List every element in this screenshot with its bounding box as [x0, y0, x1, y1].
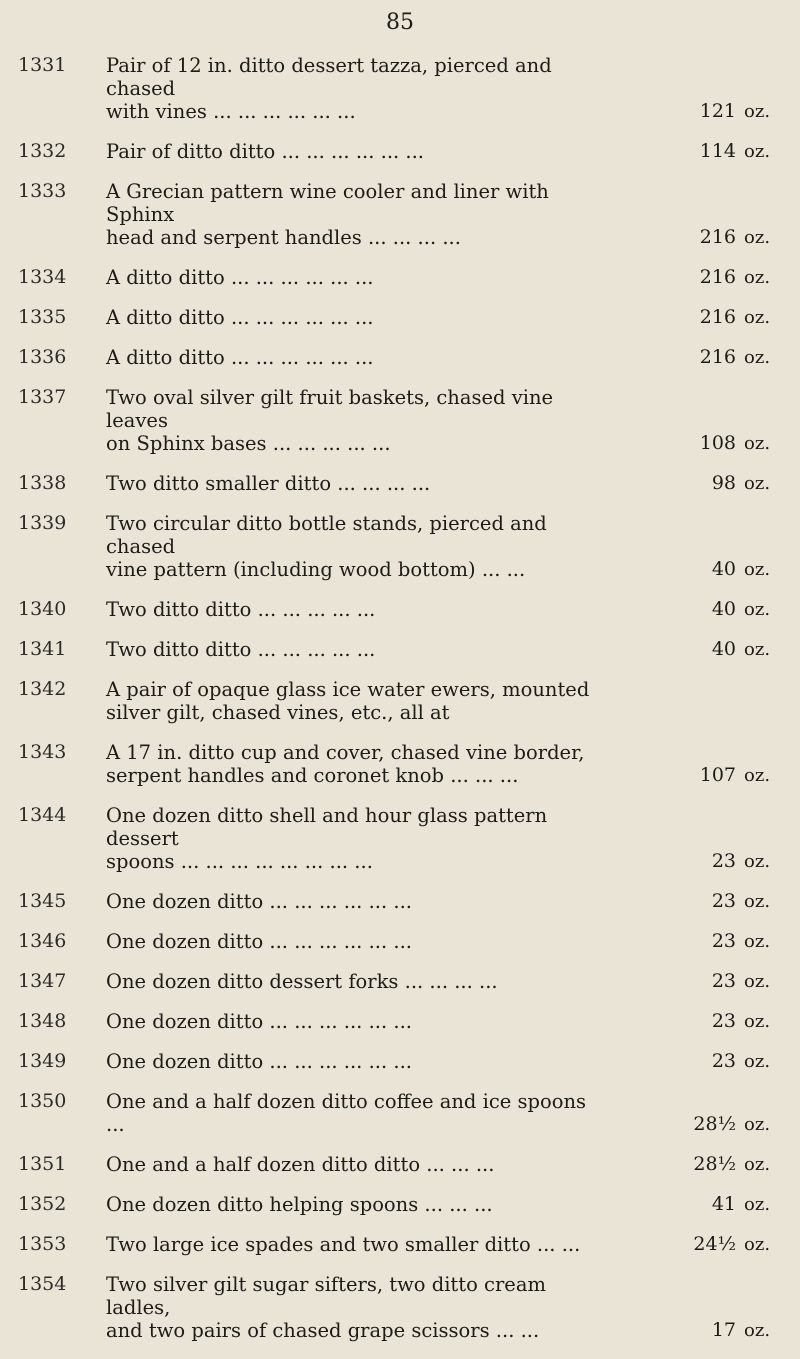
lot-weight: 23: [711, 890, 736, 912]
page-number: 85: [386, 10, 414, 35]
lot-number: 1336: [18, 346, 67, 368]
lot-weight-unit: oz.: [744, 227, 771, 248]
lot-entry: [0, 386, 800, 455]
lot-weight-unit: oz.: [744, 851, 771, 872]
lot-weight-unit: oz.: [744, 1154, 771, 1175]
lot-weight-unit: oz.: [744, 765, 771, 786]
lot-entry: [0, 266, 800, 289]
lot-entry: [0, 741, 800, 787]
lot-entry: [0, 54, 800, 123]
lot-weight-unit: oz.: [744, 1011, 771, 1032]
lot-weight: 28½: [693, 1113, 736, 1135]
lot-description: A 17 in. ditto cup and cover, chased vine border, serpent handles and coronet knob ... ... ...: [106, 741, 585, 787]
lot-weight: 216: [699, 226, 736, 248]
lot-weight-unit: oz.: [744, 639, 771, 660]
lot-number: 1340: [18, 598, 67, 620]
lot-number: 1346: [18, 930, 67, 952]
lot-entry: [0, 970, 800, 993]
lot-weight: 40: [711, 558, 736, 580]
lot-entry: [0, 1193, 800, 1216]
lot-number: 1341: [18, 638, 67, 660]
lot-weight-unit: oz.: [744, 101, 771, 122]
lot-weight: 98: [711, 472, 736, 494]
lot-weight: 107: [699, 764, 736, 786]
lot-description: A ditto ditto ... ... ... ... ... ...: [106, 306, 374, 329]
lot-weight: 108: [699, 432, 736, 454]
lot-weight-unit: oz.: [744, 433, 771, 454]
lot-number: 1344: [18, 804, 67, 826]
lot-number: 1349: [18, 1050, 67, 1072]
lot-weight: 121: [699, 100, 736, 122]
lot-entry: [0, 638, 800, 661]
lot-entry: [0, 472, 800, 495]
lot-number: 1350: [18, 1090, 67, 1112]
lot-description: One dozen ditto shell and hour glass pattern dessert spoons ... ... ... ... ... ... ... ...: [106, 804, 548, 873]
lot-weight-unit: oz.: [744, 559, 771, 580]
lot-entry: [0, 1153, 800, 1176]
lot-number: 1347: [18, 970, 67, 992]
lot-number: 1331: [18, 54, 67, 76]
lot-entry: [0, 140, 800, 163]
lot-entry: [0, 598, 800, 621]
lot-number: 1335: [18, 306, 67, 328]
lot-description: Pair of ditto ditto ... ... ... ... ... ...: [106, 140, 425, 163]
lot-weight-unit: oz.: [744, 307, 771, 328]
lot-number: 1338: [18, 472, 67, 494]
lot-description: One dozen ditto dessert forks ... ... ... ...: [106, 970, 498, 993]
lot-description: A ditto ditto ... ... ... ... ... ...: [106, 266, 374, 289]
lot-description: A Grecian pattern wine cooler and liner with Sphinx head and serpent handles ... ... ... ...: [106, 180, 549, 249]
lot-entry: [0, 1273, 800, 1342]
lot-number: 1353: [18, 1233, 67, 1255]
lot-description: One dozen ditto ... ... ... ... ... ...: [106, 1050, 412, 1073]
lot-entry: [0, 180, 800, 249]
lot-weight-unit: oz.: [744, 971, 771, 992]
lot-description: Two circular ditto bottle stands, pierced and chased vine pattern (including wood bottom) ... ...: [106, 512, 547, 581]
lot-weight: 23: [711, 930, 736, 952]
lot-number: 1345: [18, 890, 67, 912]
lot-entry: [0, 1050, 800, 1073]
lot-weight: 23: [711, 1010, 736, 1032]
lot-number: 1333: [18, 180, 67, 202]
lot-weight: 24½: [693, 1233, 736, 1255]
lot-weight: 40: [711, 598, 736, 620]
lot-description: One and a half dozen ditto ditto ... ... ...: [106, 1153, 495, 1176]
lot-entry: [0, 1233, 800, 1256]
lot-number: 1343: [18, 741, 67, 763]
lot-description: A pair of opaque glass ice water ewers, mounted silver gilt, chased vines, etc., all at: [106, 678, 590, 724]
lot-description: One dozen ditto ... ... ... ... ... ...: [106, 1010, 412, 1033]
lot-number: 1332: [18, 140, 67, 162]
lot-weight: 23: [711, 1050, 736, 1072]
lot-number: 1348: [18, 1010, 67, 1032]
lot-description: Two oval silver gilt fruit baskets, chased vine leaves on Sphinx bases ... ... ... ... ...: [106, 386, 554, 455]
lot-weight: 23: [711, 850, 736, 872]
lot-weight: 41: [711, 1193, 736, 1215]
lot-number: 1337: [18, 386, 67, 408]
lot-description: Two ditto ditto ... ... ... ... ...: [106, 638, 376, 661]
lot-entry: [0, 306, 800, 329]
lot-number: 1339: [18, 512, 67, 534]
lot-weight-unit: oz.: [744, 1051, 771, 1072]
lot-weight-unit: oz.: [744, 267, 771, 288]
lot-number: 1334: [18, 266, 67, 288]
lot-number: 1351: [18, 1153, 67, 1175]
lot-weight-unit: oz.: [744, 473, 771, 494]
lot-description: A ditto ditto ... ... ... ... ... ...: [106, 346, 374, 369]
lot-weight-unit: oz.: [744, 1320, 771, 1341]
lot-description: Two ditto smaller ditto ... ... ... ...: [106, 472, 431, 495]
lot-weight: 216: [699, 306, 736, 328]
lot-entry: [0, 346, 800, 369]
lot-entry: [0, 890, 800, 913]
lot-weight-unit: oz.: [744, 347, 771, 368]
lot-description: Two ditto ditto ... ... ... ... ...: [106, 598, 376, 621]
lot-entry: [0, 512, 800, 581]
lot-entry: [0, 678, 800, 724]
catalogue-list: [0, 54, 800, 1359]
lot-description: One dozen ditto ... ... ... ... ... ...: [106, 930, 412, 953]
lot-weight-unit: oz.: [744, 891, 771, 912]
lot-weight: 23: [711, 970, 736, 992]
lot-description: Two large ice spades and two smaller ditto ... ...: [106, 1233, 581, 1256]
lot-entry: [0, 1090, 800, 1136]
lot-weight-unit: oz.: [744, 599, 771, 620]
lot-description: One dozen ditto ... ... ... ... ... ...: [106, 890, 412, 913]
lot-entry: [0, 930, 800, 953]
lot-weight: 40: [711, 638, 736, 660]
lot-weight: 216: [699, 346, 736, 368]
lot-weight-unit: oz.: [744, 1234, 771, 1255]
lot-description: One and a half dozen ditto coffee and ice spoons ...: [106, 1090, 587, 1136]
lot-number: 1354: [18, 1273, 67, 1295]
lot-entry: [0, 804, 800, 873]
lot-weight-unit: oz.: [744, 1114, 771, 1135]
lot-weight: 28½: [693, 1153, 736, 1175]
lot-description: Two silver gilt sugar sifters, two ditto cream ladles, and two pairs of chased grape scissors ... ...: [106, 1273, 546, 1342]
lot-weight: 114: [699, 140, 736, 162]
lot-description: Pair of 12 in. ditto dessert tazza, pierced and chased with vines ... ... ... ... ... ...: [106, 54, 552, 123]
lot-number: 1342: [18, 678, 67, 700]
lot-weight: 216: [699, 266, 736, 288]
lot-number: 1352: [18, 1193, 67, 1215]
lot-weight-unit: oz.: [744, 931, 771, 952]
lot-entry: [0, 1010, 800, 1033]
lot-weight-unit: oz.: [744, 141, 771, 162]
lot-description: One dozen ditto helping spoons ... ... ...: [106, 1193, 493, 1216]
lot-weight: 17: [711, 1319, 736, 1341]
lot-weight-unit: oz.: [744, 1194, 771, 1215]
